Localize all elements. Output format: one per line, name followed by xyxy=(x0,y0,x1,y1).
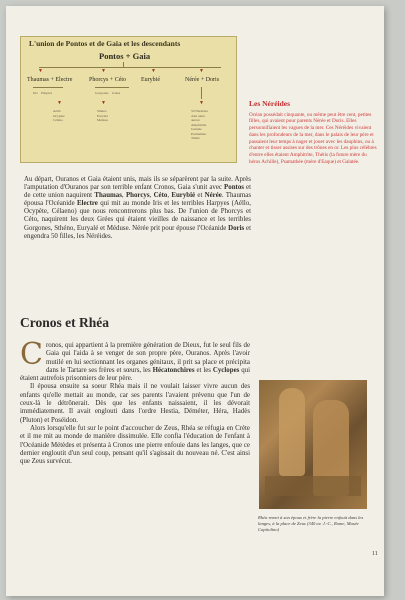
text-run: . Thaumas épousa l'Océanide xyxy=(24,192,251,208)
text-run: et engendra 50 filles, les Néréides. xyxy=(24,224,251,240)
body-column xyxy=(20,337,251,466)
arrow-icon: ▼ xyxy=(199,69,204,74)
arrow-icon: ▼ xyxy=(57,101,62,106)
sidebar-text: Océan possédait cinquante, ou même peut être cent, petites filles, qui avaient pour parents Nérée et Doris. Elles personnifiaient les vagues de la mer. Ces Néréides vivaient dans les profondeurs de la mer, dans le palais de leur père et passaient leur temps à nager et jouer avec les dauphins, ou à chanter et tisser assises sur des trônes en or. Les plus célèbres d'entre elles étaient Amphitrite, Thétis (la future mère du héros Achille), Psamathée (mère d'Eaque) et Galatée. xyxy=(249,111,377,165)
photo-caption: Rhéa remet à son époux et frère la pierre enfouit dans les langes, à la place de Zeus (340 av. J.-C., Rome, Musée Capitolino) xyxy=(258,515,364,532)
arrow-icon: ▼ xyxy=(199,101,204,106)
tree-leaf: 50 Néréides dont entre autres: Amphitrite Galatée Psamathée Thétis xyxy=(191,109,208,140)
tree-connector xyxy=(95,87,129,88)
arrow-icon: ▼ xyxy=(101,101,106,106)
tree-connector xyxy=(39,67,221,68)
bold-name: Céto xyxy=(153,192,168,200)
tree-connector xyxy=(33,87,63,88)
family-tree-diagram xyxy=(20,36,237,163)
tree-connector xyxy=(201,87,202,99)
tree-connector xyxy=(123,62,124,67)
base-shape xyxy=(265,476,361,496)
bold-name: Phorcys xyxy=(125,192,150,200)
tree-node-eurybie: Eurybié xyxy=(141,77,160,83)
tree-node-neree: Nérée + Doris xyxy=(185,77,220,83)
body-paragraph: Il épousa ensuite sa soeur Rhéa mais il ne voulait laisser vivre aucun des enfants qu'elle mettait au monde, car ses parents l'avaient prévenu que l'un de ceux-là le détrônerait. Dès que les enfants naissaient, il les dévorait immédiatement. Il avait englouti dans l'ordre Hestia, Déméter, Héra, Hadès (Pluton) et Poséidon. xyxy=(20,383,250,424)
arrow-icon: ▼ xyxy=(38,69,43,74)
text-run: ronos, qui appartient à la première génération de Dieux, fut le seul fils de Gaia qui l'aida à se venger de son propre père, Ouranos. Après l'avoir mutilé en lui sectionnant les organes génitaux, il prit sa place et précipita dans le Tartare ses frères et sœurs, les xyxy=(45,342,250,374)
text-run: , xyxy=(149,192,154,200)
body-paragraph xyxy=(20,337,251,383)
bold-name: Electre xyxy=(76,200,98,208)
book-page xyxy=(6,6,384,596)
sidebar-title: Les Néréides xyxy=(249,99,291,108)
text-run: et xyxy=(195,192,205,200)
tree-leaf: Aellô Ocypète Céléno xyxy=(53,109,65,122)
text-run: , xyxy=(121,192,126,200)
bold-name: Eurybié xyxy=(171,192,196,200)
text-run: Au départ, Ouranos et Gaia étaient unis, mais ils se séparèrent par la suite. Après l'amputation d'Ouranos par son terrible enfant Cronos, Gaia s'unit avec xyxy=(24,176,251,192)
arrow-icon: ▼ xyxy=(101,69,106,74)
text-run: , xyxy=(167,192,172,200)
bold-name: Doris xyxy=(228,224,245,232)
bold-name: Cyclopes xyxy=(212,366,240,374)
text-run: qui mit au monde Iris et les terribles Harpyes (Aéllo, Ocypète, Célaeno) que nous rencontrerons plus bas. De l'union de Phorcys et Céto, naquirent les deux Grées qui étaient vieilles de naissance et les terribles Gorgones, Sthéno, Euryalé et Méduse. Nérée prit pour épouse l'Océanide xyxy=(24,200,251,232)
family-tree-title: L'union de Pontos et de Gaia et les descendants xyxy=(29,39,181,48)
tree-leaf: Sthéno Euryalé Méduse xyxy=(97,109,109,122)
arrow-icon: ▼ xyxy=(151,69,156,74)
text-run: et les xyxy=(194,366,213,374)
page-number: 11 xyxy=(372,551,378,557)
sidebar-box xyxy=(249,101,379,165)
drop-cap: C xyxy=(20,337,43,372)
relief-photo xyxy=(259,380,367,509)
body-paragraph: Alors lorsqu'elle fut sur le point d'accoucher de Zeus, Rhéa se réfugia en Crète et il me mit au monde de manière dissimulée. Elle confia l'éducation de l'enfant à l'Océanide Métèdes et présenta à Cronos une pierre enfouie dans les langes, que ce dernier engloutit d'un seul coup, pensant qu'il s'agissait du nouveau né. C'est ainsi que Zeus survécut. xyxy=(20,424,250,466)
bold-name: Thaumas xyxy=(94,192,122,200)
bold-name: Hécatonchires xyxy=(152,366,195,374)
bold-name: Pontos xyxy=(224,184,244,192)
tree-node-thaumas: Thaumas + Electre xyxy=(27,77,73,83)
tree-leaf: Iris Harpies xyxy=(33,91,53,95)
text-run: et de cette union naquirent xyxy=(24,184,251,200)
tree-leaf: Gorgones Grées xyxy=(95,91,121,95)
intro-paragraph xyxy=(24,176,251,241)
figure-shape xyxy=(279,388,305,476)
bold-name: Nérée xyxy=(204,192,222,200)
section-title: Cronos et Rhéa xyxy=(20,315,109,330)
text-run: qui étaient autrefois prisonniers de leur père. xyxy=(20,366,251,383)
tree-node-phorcys: Phorcys + Céto xyxy=(89,77,127,83)
tree-root: Pontos + Gaia xyxy=(99,51,151,61)
